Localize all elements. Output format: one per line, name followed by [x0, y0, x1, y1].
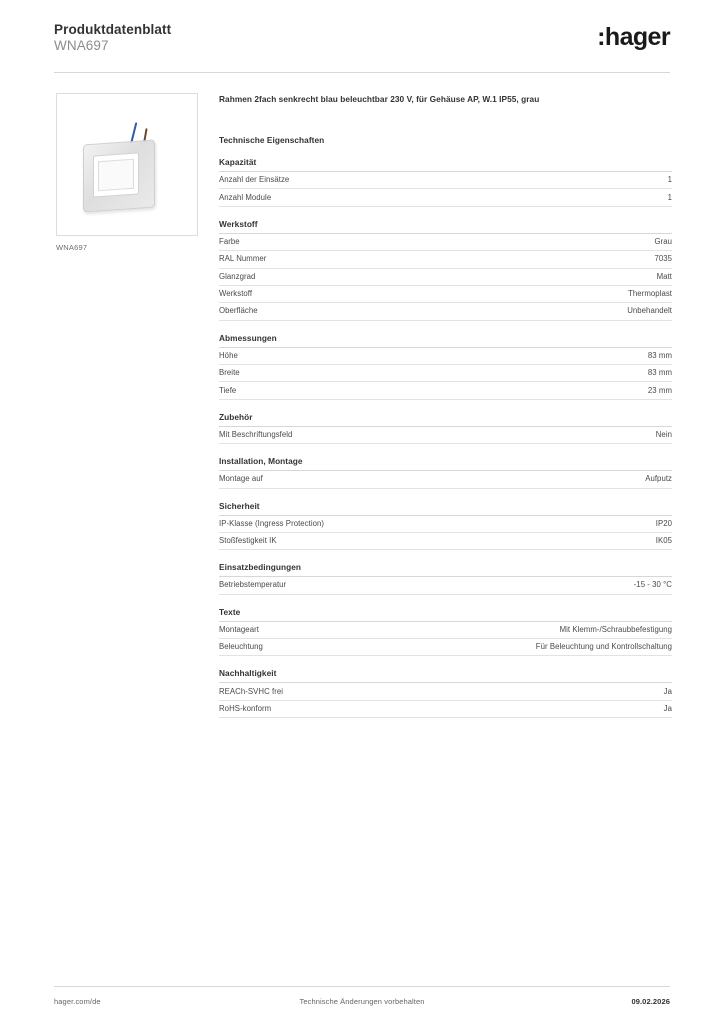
footer-disclaimer: Technische Änderungen vorbehalten: [299, 997, 425, 1006]
hager-logo: [597, 24, 670, 50]
frame-inner-aperture: [98, 159, 134, 192]
spec-value: Ja: [663, 703, 672, 713]
spec-table: [219, 576, 672, 594]
table-row: [219, 268, 672, 285]
spec-group: [219, 157, 672, 207]
spec-table: [219, 171, 672, 207]
table-row: [219, 639, 672, 656]
header-divider: [54, 72, 670, 73]
spec-label: Werkstoff: [219, 289, 253, 299]
spec-label: Tiefe: [219, 385, 237, 395]
footer-date: 09.02.2026: [631, 997, 670, 1006]
spec-group: [219, 501, 672, 551]
technical-properties-heading: Technische Eigenschaften: [219, 135, 325, 145]
spec-label: RoHS-konform: [219, 703, 272, 713]
spec-value: 1: [667, 175, 672, 185]
spec-group: [219, 562, 672, 594]
spec-label: Höhe: [219, 350, 238, 360]
spec-group: [219, 456, 672, 488]
spec-value: Mit Klemm-/Schraubbefestigung: [559, 624, 672, 634]
spec-label: Anzahl der Einsätze: [219, 175, 290, 185]
table-row: [219, 426, 672, 443]
product-illustration: [79, 120, 165, 212]
spec-group: [219, 333, 672, 400]
spec-label: Mit Beschriftungsfeld: [219, 429, 293, 439]
header-titles: [54, 22, 171, 54]
table-row: [219, 532, 672, 549]
table-row: [219, 365, 672, 382]
spec-group-title: Werkstoff: [219, 218, 258, 229]
spec-group-title: Einsatzbedingungen: [219, 562, 302, 573]
spec-value: Für Beleuchtung und Kontrollschaltung: [535, 642, 672, 652]
page-footer: [54, 997, 670, 1006]
table-row: [219, 382, 672, 399]
table-row: [219, 233, 672, 250]
spec-value: Grau: [654, 236, 672, 246]
table-row: [219, 700, 672, 717]
product-reference: WNA697: [54, 38, 109, 53]
spec-table: [219, 470, 672, 488]
spec-group-title: Nachhaltigkeit: [219, 668, 277, 679]
spec-value: IP20: [655, 518, 672, 528]
spec-value: 23 mm: [647, 385, 672, 395]
spec-group-title: Installation, Montage: [219, 456, 303, 467]
footer-divider: [54, 986, 670, 987]
product-image: [56, 93, 198, 236]
spec-label: Beleuchtung: [219, 642, 263, 652]
table-row: [219, 189, 672, 206]
product-description: Rahmen 2fach senkrecht blau beleuchtbar 230 V, für Gehäuse AP, W.1 IP55, grau: [219, 94, 540, 104]
spec-group: [219, 219, 672, 321]
spec-value: 7035: [654, 254, 672, 264]
spec-table: [219, 621, 672, 657]
table-row: [219, 285, 672, 302]
spec-group-title: Abmessungen: [219, 332, 277, 343]
table-row: [219, 515, 672, 532]
table-row: [219, 172, 672, 189]
spec-label: Montageart: [219, 624, 259, 634]
page-title: Produktdatenblatt: [54, 22, 172, 37]
spec-label: Stoßfestigkeit IK: [219, 536, 277, 546]
spec-value: Matt: [656, 271, 672, 281]
spec-label: Betriebstemperatur: [219, 580, 287, 590]
logo-text: hager: [604, 23, 670, 51]
table-row: [219, 471, 672, 488]
spec-group-title: Sicherheit: [219, 500, 260, 511]
footer-website[interactable]: hager.com/de: [54, 997, 101, 1006]
spec-value: 1: [667, 192, 672, 202]
main-content: [219, 93, 672, 730]
spec-label: Anzahl Module: [219, 192, 272, 202]
spec-label: Oberfläche: [219, 306, 258, 316]
spec-value: IK05: [655, 536, 672, 546]
spec-table: [219, 233, 672, 321]
spec-value: Aufputz: [645, 474, 672, 484]
table-row: [219, 303, 672, 320]
spec-group: [219, 607, 672, 657]
spec-label: Montage auf: [219, 474, 263, 484]
spec-groups: [219, 157, 672, 718]
image-caption: WNA697: [56, 243, 88, 252]
spec-value: Thermoplast: [628, 289, 672, 299]
spec-label: Farbe: [219, 236, 240, 246]
spec-label: RAL Nummer: [219, 254, 267, 264]
spec-group: [219, 412, 672, 444]
spec-label: REACh-SVHC frei: [219, 686, 284, 696]
spec-table: [219, 347, 672, 400]
spec-value: -15 - 30 °C: [633, 580, 672, 590]
table-row: [219, 621, 672, 638]
spec-group: [219, 668, 672, 718]
spec-group-title: Zubehör: [219, 411, 253, 422]
spec-table: [219, 426, 672, 444]
spec-value: Nein: [655, 429, 672, 439]
spec-value: Ja: [663, 686, 672, 696]
spec-label: Breite: [219, 368, 240, 378]
table-row: [219, 251, 672, 268]
spec-value: Unbehandelt: [627, 306, 672, 316]
table-row: [219, 683, 672, 700]
spec-table: [219, 682, 672, 718]
page-header: [54, 22, 670, 54]
spec-group-title: Texte: [219, 606, 241, 617]
spec-value: 83 mm: [647, 350, 672, 360]
logo-colon: :: [597, 23, 605, 51]
spec-value: 83 mm: [647, 368, 672, 378]
table-row: [219, 577, 672, 594]
spec-label: IP-Klasse (Ingress Protection): [219, 518, 325, 528]
table-row: [219, 347, 672, 364]
spec-group-title: Kapazität: [219, 157, 257, 167]
spec-label: Glanzgrad: [219, 271, 256, 281]
spec-table: [219, 515, 672, 551]
